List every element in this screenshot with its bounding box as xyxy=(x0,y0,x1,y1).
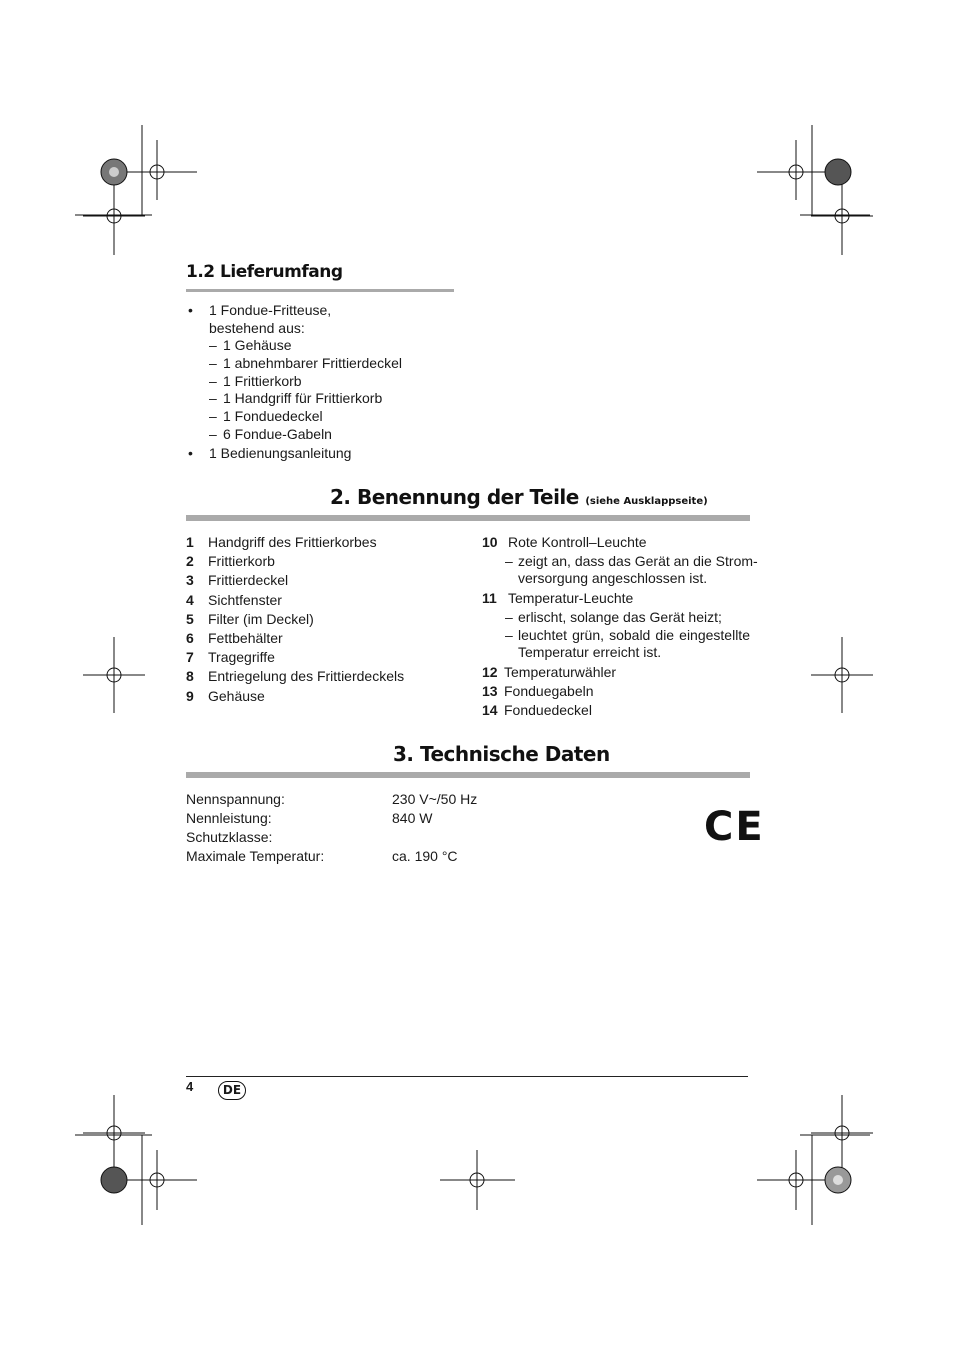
spec-label: Nennleistung: xyxy=(186,810,272,826)
list-item: 9 Gehäuse xyxy=(186,688,265,704)
page-number: 4 xyxy=(186,1079,194,1094)
list-item: 7 Tragegriffe xyxy=(186,649,275,665)
dash: – xyxy=(209,408,217,424)
language-badge: DE xyxy=(218,1081,246,1100)
spec-label: Nennspannung: xyxy=(186,791,285,807)
list-item: bestehend aus: xyxy=(209,320,305,336)
list-item: erlischt, solange das Gerät heizt; xyxy=(518,609,722,625)
list-item: 14 Fonduedeckel xyxy=(482,702,592,718)
section-heading-technische-daten: 3. Technische Daten xyxy=(393,742,610,766)
dash: – xyxy=(209,373,217,389)
spec-label: Schutzklasse: xyxy=(186,829,273,845)
list-item: versorgung angeschlossen ist. xyxy=(518,570,708,586)
list-item: 11 Temperatur-Leuchte xyxy=(482,590,634,606)
section-subtitle: (siehe Ausklappseite) xyxy=(585,496,708,507)
list-item: 2 Frittierkorb xyxy=(186,553,275,569)
list-item: 1 Handgriff des Frittierkorbes xyxy=(186,534,377,550)
spec-value: 840 W xyxy=(392,810,433,826)
list-item: 1 Frittierkorb xyxy=(223,373,302,389)
list-item: 8 Entriegelung des Frittierdeckels xyxy=(186,668,405,684)
list-item: zeigt an, dass das Gerät an die Strom- xyxy=(518,553,758,569)
dash: – xyxy=(209,390,217,406)
list-item: 1 Fonduedeckel xyxy=(223,408,323,424)
section-rule xyxy=(186,289,454,292)
list-item: leuchtet grün, sobald die eingestellte xyxy=(518,627,750,643)
spec-label: Maximale Temperatur: xyxy=(186,848,325,864)
list-item: 4 Sichtfenster xyxy=(186,592,282,608)
dash: – xyxy=(505,627,513,643)
list-item: 13 Fonduegabeln xyxy=(482,683,594,699)
section-rule xyxy=(186,772,750,778)
list-item: 1 Handgriff für Frittierkorb xyxy=(223,390,383,406)
bullet: • xyxy=(188,445,193,461)
dash: – xyxy=(209,337,217,353)
spec-value: ca. 190 °C xyxy=(392,848,458,864)
list-item: 1 abnehmbarer Frittierdeckel xyxy=(223,355,402,371)
section-heading-benennung xyxy=(330,485,708,509)
list-item: 6 Fondue-Gabeln xyxy=(223,426,332,442)
dash: – xyxy=(209,426,217,442)
ce-mark: CE xyxy=(704,804,765,850)
spec-value: 230 V~/50 Hz xyxy=(392,791,478,807)
list-item: 1 Gehäuse xyxy=(223,337,292,353)
bullet: • xyxy=(188,302,193,318)
list-item: 3 Frittierdeckel xyxy=(186,572,289,588)
list-item: 12 Temperaturwähler xyxy=(482,664,617,680)
section-title: 2. Benennung der Teile xyxy=(330,485,579,509)
dash: – xyxy=(505,609,513,625)
section-rule xyxy=(186,515,750,521)
list-item: 1 Bedienungsanleitung xyxy=(209,445,352,461)
list-item: 1 Fondue-Fritteuse, xyxy=(209,302,332,318)
footer-rule xyxy=(186,1076,748,1077)
section-heading-lieferumfang: 1.2 Lieferumfang xyxy=(186,262,343,282)
dash: – xyxy=(209,355,217,371)
dash: – xyxy=(505,553,513,569)
list-item: 10 Rote Kontroll–Leuchte xyxy=(482,534,647,550)
list-item: 5 Filter (im Deckel) xyxy=(186,611,314,627)
list-item: Temperatur erreicht ist. xyxy=(518,644,662,660)
list-item: 6 Fettbehälter xyxy=(186,630,283,646)
